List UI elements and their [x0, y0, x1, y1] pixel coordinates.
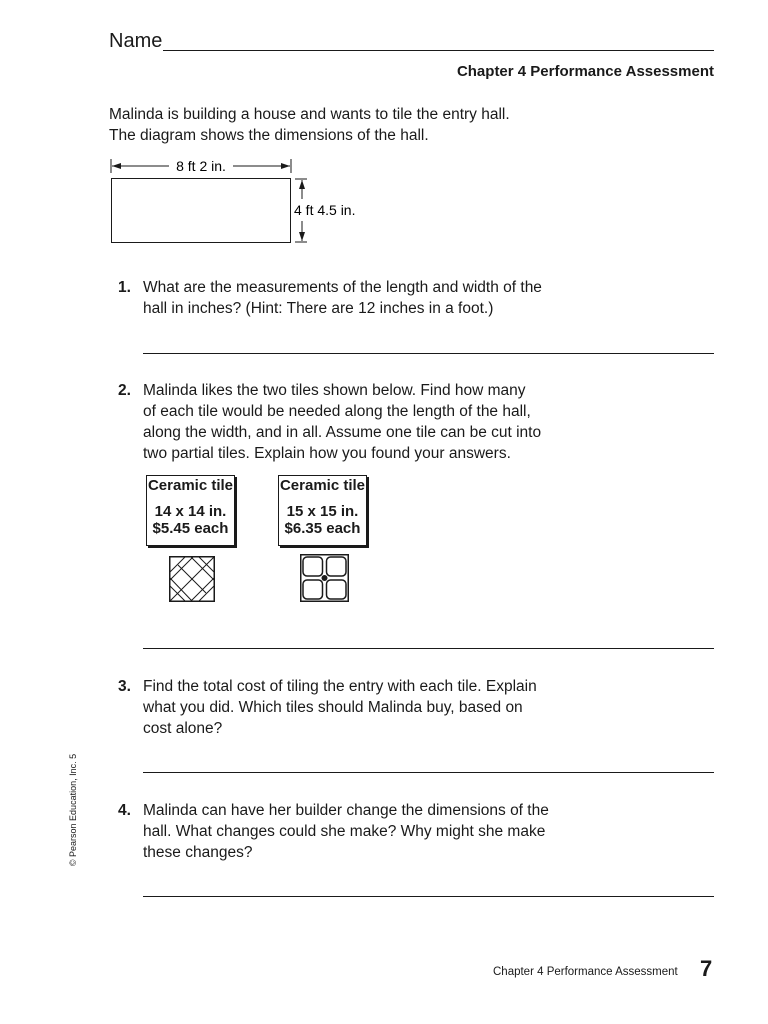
tile-2-size: 15 x 15 in.	[286, 503, 359, 520]
hall-rectangle	[112, 179, 291, 243]
arrow-right-icon	[281, 163, 290, 169]
tile-card-2	[278, 475, 367, 546]
quad-grid-tile-icon	[300, 554, 349, 602]
question-3-line: cost alone?	[143, 720, 223, 737]
intro-line-1: Malinda is building a house and wants to tile the entry hall.	[109, 106, 510, 123]
answer-line-3[interactable]	[143, 772, 714, 773]
arrow-up-icon	[299, 180, 305, 189]
tile-card-1	[146, 475, 235, 546]
question-2-line: of each tile would be needed along the length of the hall,	[143, 403, 531, 420]
question-1-line: What are the measurements of the length and width of the	[143, 279, 542, 296]
tile-1-name: Ceramic tile	[147, 477, 234, 494]
question-4-line: hall. What changes could she make? Why might she make	[143, 823, 546, 840]
width-label: 4 ft 4.5 in.	[294, 202, 356, 218]
name-label: Name	[109, 30, 163, 52]
question-4-line: Malinda can have her builder change the dimensions of the	[143, 802, 549, 819]
name-input-line[interactable]	[163, 50, 714, 51]
question-3-text	[143, 676, 613, 739]
answer-line-4[interactable]	[143, 896, 714, 897]
intro-text	[109, 104, 629, 146]
length-label: 8 ft 2 in.	[176, 158, 226, 174]
tile-2-price: $6.35 each	[284, 520, 361, 537]
intro-line-2: The diagram shows the dimensions of the hall.	[109, 127, 429, 144]
chapter-title: Chapter 4 Performance Assessment	[456, 63, 714, 80]
question-3-line: Find the total cost of tiling the entry with each tile. Explain	[143, 678, 537, 695]
tile-1-size: 14 x 14 in.	[154, 503, 227, 520]
question-3-line: what you did. Which tiles should Malinda buy, based on	[143, 699, 523, 716]
question-2-line: Malinda likes the two tiles shown below. Find how many	[143, 382, 526, 399]
answer-line-2[interactable]	[143, 648, 714, 649]
question-4-text	[143, 800, 613, 863]
arrow-left-icon	[112, 163, 121, 169]
hall-dimension-diagram	[105, 155, 385, 250]
question-1-line: hall in inches? (Hint: There are 12 inches in a foot.)	[143, 300, 494, 317]
question-1-number: 1.	[118, 279, 131, 296]
question-3-number: 3.	[118, 678, 131, 695]
question-2-number: 2.	[118, 382, 131, 399]
question-2-line: two partial tiles. Explain how you found your answers.	[143, 445, 511, 462]
question-4-line: these changes?	[143, 844, 253, 861]
footer-chapter-title: Chapter 4 Performance Assessment	[493, 966, 678, 978]
diagonal-weave-tile-icon	[169, 556, 215, 602]
question-2-text	[143, 380, 613, 464]
question-2-line: along the width, and in all. Assume one tile can be cut into	[143, 424, 542, 441]
tile-2-name: Ceramic tile	[279, 477, 366, 494]
copyright-notice: © Pearson Education, Inc. 5	[68, 753, 78, 867]
page-number: 7	[700, 956, 713, 981]
arrow-down-icon	[299, 232, 305, 241]
question-1-text	[143, 277, 613, 319]
question-4-number: 4.	[118, 802, 131, 819]
answer-line-1[interactable]	[143, 353, 714, 354]
tile-1-price: $5.45 each	[152, 520, 229, 537]
